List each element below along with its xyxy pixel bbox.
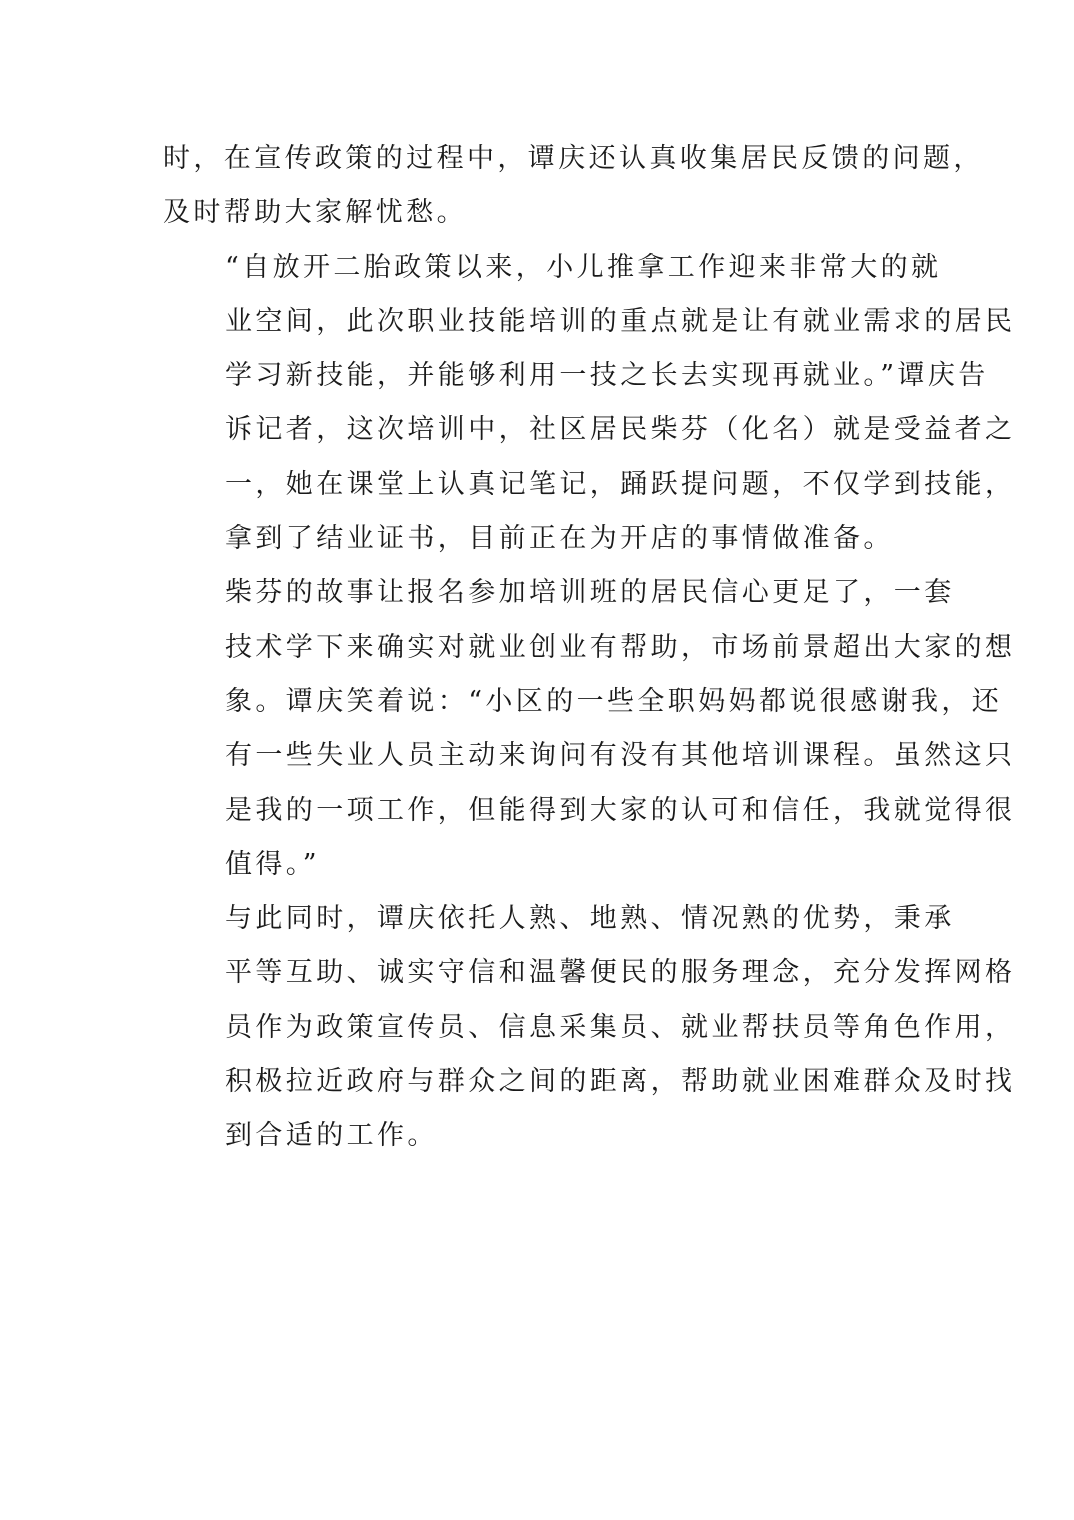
text-line: “自放开二胎政策以来，小儿推拿工作迎来非常大的就 xyxy=(225,251,942,283)
text-line: 员作为政策宣传员、信息采集员、就业帮扶员等角色作用， xyxy=(225,1011,1016,1043)
text-line: 值得。” xyxy=(225,848,320,880)
paragraph-3 xyxy=(163,566,1016,892)
text-line: 平等互助、诚实守信和温馨便民的服务理念，充分发挥网格 xyxy=(225,957,1016,989)
text-line: 业空间，此次职业技能培训的重点就是让有就业需求的居民 xyxy=(225,305,1016,337)
paragraph-1 xyxy=(163,132,984,241)
text-line: 学习新技能，并能够利用一技之长去实现再就业。”谭庆告 xyxy=(225,360,989,392)
text-line: 柴芬的故事让报名参加培训班的居民信心更足了，一套 xyxy=(225,577,955,609)
text-line: 技术学下来确实对就业创业有帮助，市场前景超出大家的想 xyxy=(225,631,1016,663)
text-line: 诉记者，这次培训中，社区居民柴芬（化名）就是受益者之 xyxy=(225,414,1016,446)
paragraph-4 xyxy=(163,892,1016,1163)
text-line: 时，在宣传政策的过程中，谭庆还认真收集居民反馈的问题， xyxy=(163,143,984,174)
text-line: 到合适的工作。 xyxy=(225,1120,438,1152)
text-line: 象。谭庆笑着说：“小区的一些全职妈妈都说很感谢我，还 xyxy=(225,685,1003,717)
text-line: 一，她在课堂上认真记笔记，踊跃提问题，不仅学到技能， xyxy=(225,468,1016,500)
text-line: 有一些失业人员主动来询问有没有其他培训课程。虽然这只 xyxy=(225,740,1016,772)
paragraph-2 xyxy=(163,241,1016,567)
text-line: 积极拉近政府与群众之间的距离，帮助就业困难群众及时找 xyxy=(225,1066,1016,1098)
document-body xyxy=(163,132,1016,1164)
text-line: 及时帮助大家解忧愁。 xyxy=(163,197,467,229)
text-line: 是我的一项工作，但能得到大家的认可和信任，我就觉得很 xyxy=(225,794,1016,826)
text-line: 与此同时，谭庆依托人熟、地熟、情况熟的优势，秉承 xyxy=(225,903,955,935)
text-line: 拿到了结业证书，目前正在为开店的事情做准备。 xyxy=(225,523,894,555)
